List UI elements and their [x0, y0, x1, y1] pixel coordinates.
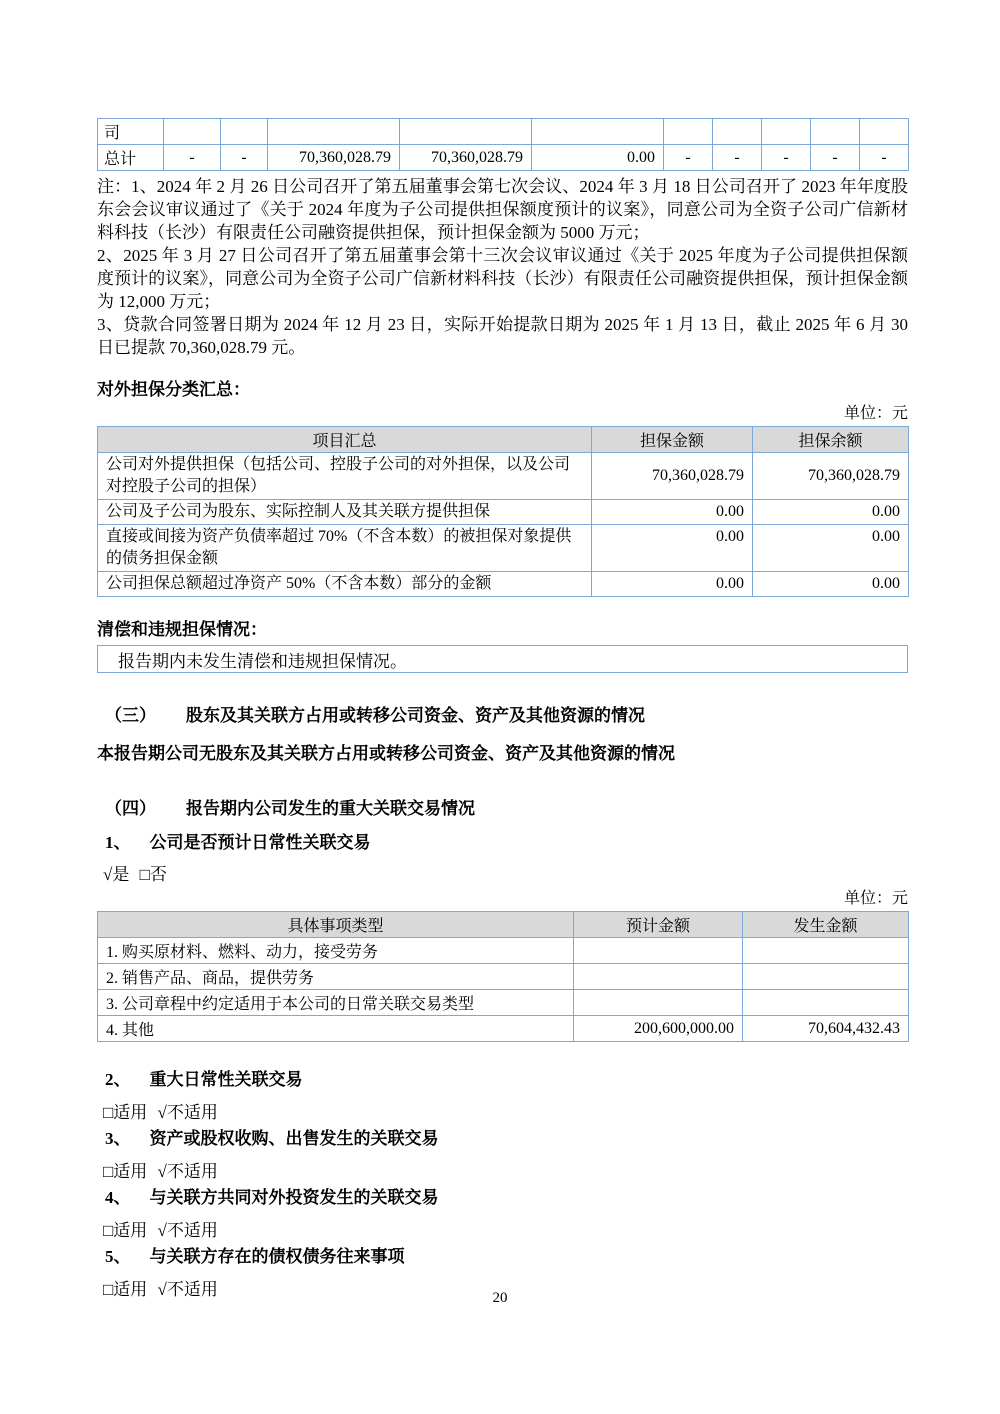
item-1-heading — [97, 832, 908, 853]
table-row — [98, 964, 909, 990]
repayment-statement: 报告期内未发生清偿和违规担保情况。 — [118, 651, 407, 671]
amount-cell: 0.00 — [592, 500, 753, 525]
section-4-heading — [97, 798, 908, 819]
note-paragraph-1: 注：1、2024 年 2 月 26 日公司召开了第五届董事会第七次会议、2024 年 3 月 18 日公司召开了 2023 年年度股东会会议审议通过了《关于 2024 年度为子公司提供担保额度预计的议案》，同意公司为全资子公司广信新材料科技（长沙）有限责任公司融资提供担保，预计担保金额为 5000 万元； — [97, 177, 908, 242]
header-cell: 项目汇总 — [98, 427, 592, 453]
table-cell — [400, 119, 532, 145]
item-cell: 4. 其他 — [98, 1016, 574, 1042]
section-3-body: 本报告期公司无股东及其关联方占用或转移公司资金、资产及其他资源的情况 — [97, 744, 675, 763]
repayment-statement-box — [97, 645, 908, 673]
item-cell: 公司对外提供担保（包括公司、控股子公司的对外担保，以及公司对控股子公司的担保） — [98, 453, 592, 500]
table-cell: 70,360,028.79 — [268, 145, 400, 171]
item-5-label: 5、 — [105, 1247, 131, 1266]
table-cell — [860, 119, 909, 145]
table-cell — [664, 119, 713, 145]
item-5-title: 与关联方存在的债权债务往来事项 — [149, 1247, 405, 1266]
notes-block — [97, 175, 908, 359]
unit-label: 单位：元 — [843, 405, 908, 422]
item-4-title: 与关联方共同对外投资发生的关联交易 — [149, 1188, 439, 1207]
table-header-row — [98, 912, 909, 938]
item-3-label: 3、 — [105, 1129, 131, 1148]
table-cell: - — [713, 145, 762, 171]
page-number: 20 — [492, 1290, 508, 1306]
table-cell: - — [221, 145, 268, 171]
header-cell: 预计金额 — [574, 912, 743, 938]
table-cell: - — [164, 145, 221, 171]
amount-cell — [743, 964, 909, 990]
amount-cell: 0.00 — [753, 525, 909, 572]
section-4-label: （四） — [105, 799, 156, 818]
note-paragraph-3: 3、贷款合同签署日期为 2024 年 12 月 23 日，实际开始提款日期为 2025 年 1 月 13 日，截止 2025 年 6 月 30 日已提款 70,360,028.79 元。 — [97, 315, 908, 357]
note-paragraph-2: 2、2025 年 3 月 27 日公司召开了第五届董事会第十三次会议审议通过《关于 2025 年度为子公司提供担保额度预计的议案》，同意公司为全资子公司广信新材料科技（长沙）有限责任公司融资提供担保，预计担保金额为 12,000 万元； — [97, 246, 908, 311]
header-cell: 担保余额 — [753, 427, 909, 453]
item-3-heading — [97, 1128, 908, 1149]
table-cell — [164, 119, 221, 145]
table-cell — [811, 119, 860, 145]
section-3-label: （三） — [105, 706, 156, 725]
amount-cell — [574, 938, 743, 964]
applicability-checkline: □适用 √不适用 — [103, 1280, 218, 1299]
item-1-label: 1、 — [105, 833, 131, 852]
item-1-title: 公司是否预计日常性关联交易 — [149, 833, 371, 852]
item-cell: 公司担保总额超过净资产 50%（不含本数）部分的金额 — [98, 572, 592, 597]
table-row — [98, 453, 909, 500]
table-row — [98, 119, 909, 145]
daily-transactions-table — [97, 911, 909, 1042]
item-2-heading — [97, 1069, 908, 1090]
item-cell: 公司及子公司为股东、实际控制人及其关联方提供担保 — [98, 500, 592, 525]
amount-cell: 0.00 — [753, 500, 909, 525]
amount-cell: 70,604,432.43 — [743, 1016, 909, 1042]
table-row — [98, 525, 909, 572]
table-cell — [762, 119, 811, 145]
amount-cell — [743, 990, 909, 1016]
table-row — [98, 990, 909, 1016]
guarantee-summary-table — [97, 426, 909, 597]
amount-cell — [574, 990, 743, 1016]
header-cell: 担保金额 — [592, 427, 753, 453]
table-cell: 司 — [98, 119, 164, 145]
section-4-title: 报告期内公司发生的重大关联交易情况 — [186, 799, 475, 818]
table-row — [98, 572, 909, 597]
yes-no-checkline: √是 □否 — [103, 865, 167, 884]
page-content — [97, 0, 908, 1300]
total-label-cell: 总计 — [98, 145, 164, 171]
amount-cell: 200,600,000.00 — [574, 1016, 743, 1042]
amount-cell: 0.00 — [592, 525, 753, 572]
amount-cell — [743, 938, 909, 964]
section-3-heading — [97, 705, 908, 726]
table-cell — [713, 119, 762, 145]
table-header-row — [98, 427, 909, 453]
table-cell — [268, 119, 400, 145]
item-5-heading — [97, 1246, 908, 1267]
item-4-label: 4、 — [105, 1188, 131, 1207]
repayment-heading: 清偿和违规担保情况： — [97, 620, 267, 639]
item-cell: 直接或间接为资产负债率超过 70%（不含本数）的被担保对象提供的债务担保金额 — [98, 525, 592, 572]
table-cell — [532, 119, 664, 145]
applicability-checkline: □适用 √不适用 — [103, 1221, 218, 1240]
table-row — [98, 1016, 909, 1042]
section-3-title: 股东及其关联方占用或转移公司资金、资产及其他资源的情况 — [186, 706, 645, 725]
table-cell: 70,360,028.79 — [400, 145, 532, 171]
amount-cell: 70,360,028.79 — [592, 453, 753, 500]
unit-label-2: 单位：元 — [843, 890, 908, 907]
table-row-total — [98, 145, 909, 171]
item-2-label: 2、 — [105, 1070, 131, 1089]
table-cell: 0.00 — [532, 145, 664, 171]
item-cell: 2. 销售产品、商品，提供劳务 — [98, 964, 574, 990]
header-cell: 发生金额 — [743, 912, 909, 938]
table-cell — [221, 119, 268, 145]
amount-cell: 0.00 — [592, 572, 753, 597]
table-row — [98, 938, 909, 964]
amount-cell: 70,360,028.79 — [753, 453, 909, 500]
item-cell: 3. 公司章程中约定适用于本公司的日常关联交易类型 — [98, 990, 574, 1016]
table-cell: - — [664, 145, 713, 171]
loan-guarantee-continuation-table — [97, 118, 909, 171]
table-row — [98, 500, 909, 525]
applicability-checkline: □适用 √不适用 — [103, 1103, 218, 1122]
amount-cell — [574, 964, 743, 990]
table-cell: - — [762, 145, 811, 171]
table-cell: - — [811, 145, 860, 171]
item-3-title: 资产或股权收购、出售发生的关联交易 — [149, 1129, 439, 1148]
item-4-heading — [97, 1187, 908, 1208]
amount-cell: 0.00 — [753, 572, 909, 597]
guarantee-summary-heading: 对外担保分类汇总： — [97, 380, 250, 399]
applicability-checkline: □适用 √不适用 — [103, 1162, 218, 1181]
header-cell: 具体事项类型 — [98, 912, 574, 938]
item-2-title: 重大日常性关联交易 — [149, 1070, 303, 1089]
item-cell: 1. 购买原材料、燃料、动力，接受劳务 — [98, 938, 574, 964]
table-cell: - — [860, 145, 909, 171]
